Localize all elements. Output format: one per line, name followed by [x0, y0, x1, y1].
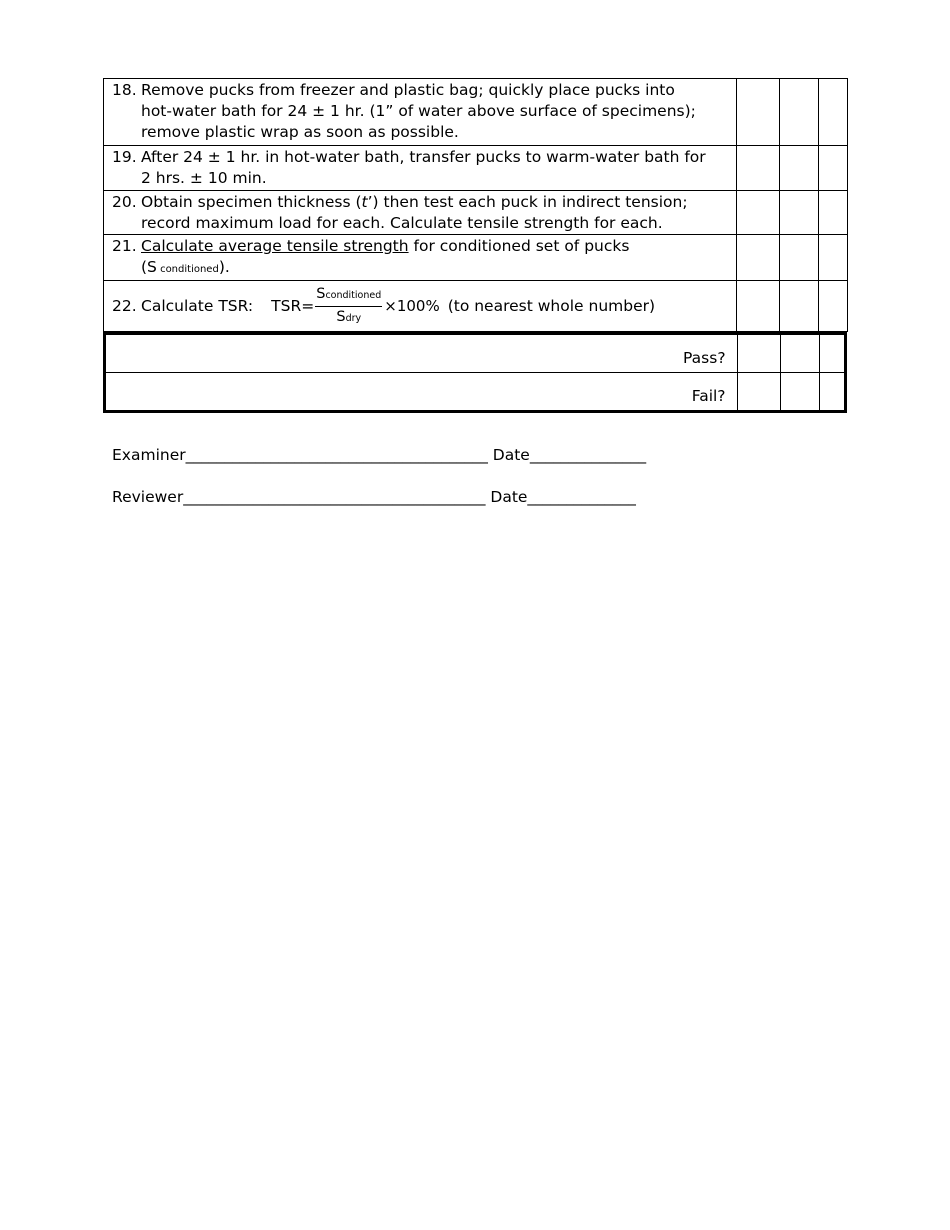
step-text-cell	[104, 79, 737, 146]
fail-box-3[interactable]	[819, 373, 845, 412]
check-box-1[interactable]	[737, 146, 780, 191]
step-row-21	[104, 235, 848, 281]
pass-label: Pass?	[105, 334, 738, 373]
step-line-part: Obtain specimen thickness (	[141, 193, 362, 211]
step-description	[141, 80, 730, 143]
step-description	[141, 192, 730, 234]
step-row-20	[104, 191, 848, 235]
pass-row	[105, 334, 846, 373]
pass-fail-table	[103, 332, 847, 413]
check-box-1[interactable]	[737, 191, 780, 235]
fraction-denominator	[336, 307, 361, 328]
fail-box-1[interactable]	[737, 373, 780, 412]
subscript: conditioned	[156, 264, 219, 275]
step-label: Calculate TSR:	[141, 296, 254, 315]
step-line-part: ).	[218, 258, 230, 276]
procedure-steps-table	[103, 78, 848, 332]
step-row-22	[104, 281, 848, 332]
step-line: hot-water bath for 24 ± 1 hr. (1” of water above surface of specimens);	[141, 102, 696, 120]
check-box-3[interactable]	[819, 79, 848, 146]
step-line-part: ’) then test each puck in indirect tension;	[367, 193, 688, 211]
numerator-subscript: conditioned	[325, 289, 382, 301]
thickness-variable: t	[361, 193, 368, 211]
formula-lhs: TSR=	[271, 296, 315, 315]
denominator-subscript: dry	[345, 312, 362, 324]
step-number: 18.	[112, 81, 137, 99]
check-box-3[interactable]	[819, 281, 848, 332]
step-description	[141, 236, 730, 280]
pass-box-3[interactable]	[819, 334, 845, 373]
underlined-instruction: Calculate average tensile strength	[141, 237, 409, 255]
step-line: remove plastic wrap as soon as possible.	[141, 123, 459, 141]
check-box-1[interactable]	[737, 235, 780, 281]
step-row-19	[104, 146, 848, 191]
denominator-symbol: S	[336, 308, 346, 325]
fail-row	[105, 373, 846, 412]
reviewer-signature-line[interactable]: Reviewer_______________________________________ Date______________	[112, 488, 636, 506]
step-text-cell	[104, 235, 737, 281]
check-box-1[interactable]	[737, 79, 780, 146]
step-row-18	[104, 79, 848, 146]
step-text-cell	[104, 146, 737, 191]
check-box-2[interactable]	[780, 79, 819, 146]
check-box-2[interactable]	[780, 191, 819, 235]
step-text-cell	[104, 281, 737, 332]
examiner-signature-line[interactable]: Examiner_______________________________________ Date_______________	[112, 446, 647, 464]
check-box-3[interactable]	[819, 235, 848, 281]
fail-box-2[interactable]	[780, 373, 819, 412]
step-line-part: for conditioned set of pucks	[408, 237, 630, 255]
check-box-1[interactable]	[737, 281, 780, 332]
fraction-numerator	[315, 285, 382, 307]
check-box-2[interactable]	[780, 281, 819, 332]
fail-label: Fail?	[105, 373, 738, 412]
check-box-3[interactable]	[819, 191, 848, 235]
check-box-2[interactable]	[780, 146, 819, 191]
step-line-part: (S	[141, 258, 157, 276]
formula-multiplier: ×100%	[384, 296, 440, 315]
numerator-symbol: S	[316, 285, 326, 302]
step-line: After 24 ± 1 hr. in hot-water bath, transfer pucks to warm-water bath for	[141, 148, 706, 166]
step-description	[141, 147, 730, 189]
step-line: Remove pucks from freezer and plastic bag; quickly place pucks into	[141, 81, 675, 99]
step-number: 19.	[112, 148, 137, 166]
check-box-3[interactable]	[819, 146, 848, 191]
step-number: 21.	[112, 237, 137, 255]
tsr-checklist	[103, 78, 847, 413]
step-line: 2 hrs. ± 10 min.	[141, 169, 267, 187]
check-box-2[interactable]	[780, 235, 819, 281]
tsr-fraction	[315, 285, 382, 328]
step-line: record maximum load for each. Calculate tensile strength for each.	[141, 214, 663, 232]
formula-note: (to nearest whole number)	[447, 296, 656, 315]
pass-box-1[interactable]	[737, 334, 780, 373]
step-number: 22.	[112, 296, 137, 315]
step-text-cell	[104, 191, 737, 235]
pass-box-2[interactable]	[780, 334, 819, 373]
step-number: 20.	[112, 193, 137, 211]
